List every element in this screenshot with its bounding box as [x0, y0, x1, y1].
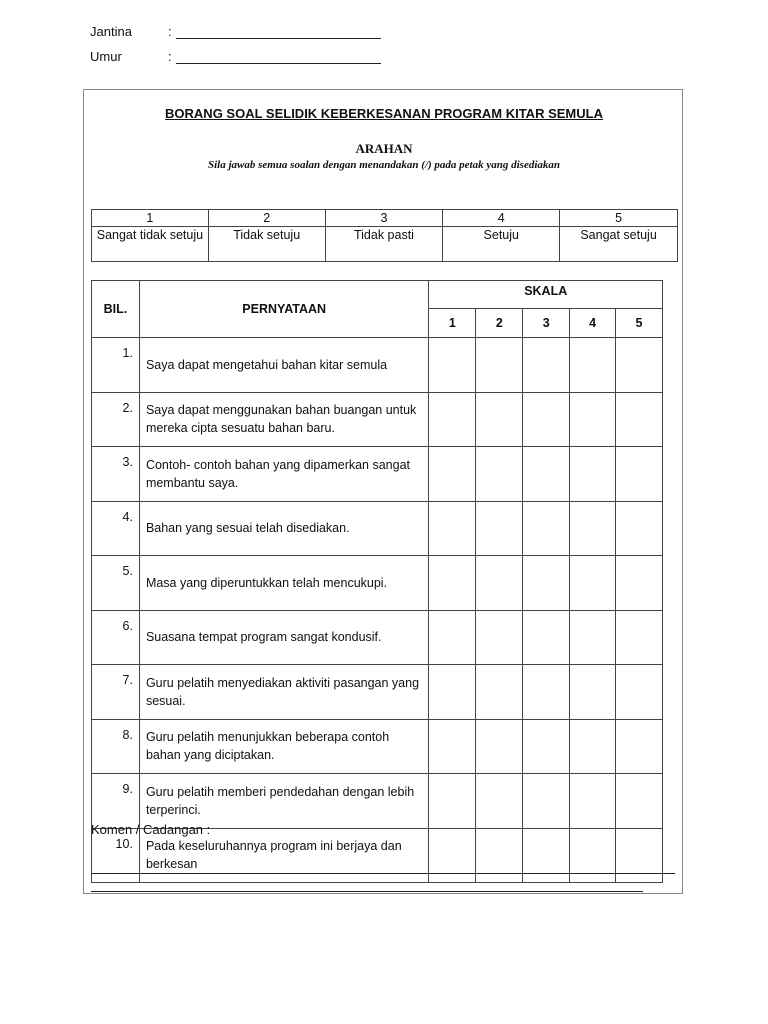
- umur-label: Umur: [90, 49, 122, 64]
- statement-header: PERNYATAAN: [139, 281, 429, 338]
- rating-checkbox-5[interactable]: [616, 556, 663, 611]
- rating-checkbox-5[interactable]: [616, 719, 663, 774]
- rating-checkbox-5[interactable]: [616, 501, 663, 556]
- umur-colon: :: [168, 49, 172, 64]
- scale-col-header: 1: [429, 309, 476, 338]
- rating-checkbox-1[interactable]: [429, 338, 476, 393]
- rating-checkbox-3[interactable]: [523, 556, 570, 611]
- rating-checkbox-1[interactable]: [429, 447, 476, 502]
- questionnaire-table: [91, 280, 663, 883]
- bil-header: BIL.: [92, 281, 140, 338]
- row-statement: Suasana tempat program sangat kondusif.: [139, 610, 429, 665]
- jantina-label: Jantina: [90, 24, 132, 39]
- scale-legend-desc: Sangat setuju: [560, 227, 678, 262]
- row-statement: Masa yang diperuntukkan telah mencukupi.: [139, 556, 429, 611]
- rating-checkbox-2[interactable]: [476, 392, 523, 447]
- scale-col-header: 4: [570, 309, 616, 338]
- table-row: [92, 610, 663, 665]
- scale-legend-num: 3: [325, 210, 443, 227]
- komen-label: Komen / Cadangan :: [91, 822, 211, 837]
- table-row: [92, 338, 663, 393]
- rating-checkbox-5[interactable]: [616, 338, 663, 393]
- row-statement: Guru pelatih menunjukkan beberapa contoh bahan yang diciptakan.: [139, 719, 429, 774]
- row-statement: Contoh- contoh bahan yang dipamerkan sangat membantu saya.: [139, 447, 429, 502]
- row-number: 3.: [92, 447, 140, 502]
- row-number: 7.: [92, 665, 140, 720]
- scale-legend-num: 1: [92, 210, 209, 227]
- table-row: [92, 665, 663, 720]
- table-row: [92, 774, 663, 829]
- rating-checkbox-1[interactable]: [429, 828, 476, 883]
- table-row: [92, 501, 663, 556]
- row-number: 1.: [92, 338, 140, 393]
- komen-line-1[interactable]: [91, 873, 675, 874]
- table-row: [92, 447, 663, 502]
- rating-checkbox-3[interactable]: [523, 338, 570, 393]
- rating-checkbox-2[interactable]: [476, 338, 523, 393]
- instruction-text: Sila jawab semua soalan dengan menandakan (/) pada petak yang disediakan: [207, 159, 561, 171]
- rating-checkbox-3[interactable]: [523, 719, 570, 774]
- komen-line-2[interactable]: [91, 891, 643, 892]
- scale-header: SKALA: [429, 281, 663, 309]
- row-statement: Bahan yang sesuai telah disediakan.: [139, 501, 429, 556]
- rating-checkbox-4[interactable]: [570, 665, 616, 720]
- rating-checkbox-4[interactable]: [570, 610, 616, 665]
- rating-checkbox-5[interactable]: [616, 828, 663, 883]
- row-number: 4.: [92, 501, 140, 556]
- rating-checkbox-5[interactable]: [616, 610, 663, 665]
- rating-checkbox-2[interactable]: [476, 610, 523, 665]
- rating-checkbox-1[interactable]: [429, 610, 476, 665]
- jantina-field: [90, 24, 381, 39]
- form-title: BORANG SOAL SELIDIK KEBERKESANAN PROGRAM KITAR SEMULA: [165, 106, 603, 121]
- rating-checkbox-1[interactable]: [429, 665, 476, 720]
- scale-col-header: 2: [476, 309, 523, 338]
- row-number: 2.: [92, 392, 140, 447]
- rating-checkbox-4[interactable]: [570, 447, 616, 502]
- rating-checkbox-2[interactable]: [476, 665, 523, 720]
- rating-checkbox-4[interactable]: [570, 501, 616, 556]
- rating-checkbox-3[interactable]: [523, 392, 570, 447]
- row-statement: Saya dapat mengetahui bahan kitar semula: [139, 338, 429, 393]
- scale-legend-table: [91, 209, 678, 262]
- jantina-input-line[interactable]: [176, 25, 381, 39]
- rating-checkbox-2[interactable]: [476, 719, 523, 774]
- scale-legend-desc: Setuju: [443, 227, 560, 262]
- arahan-heading: ARAHAN: [355, 141, 413, 156]
- table-row: [92, 392, 663, 447]
- rating-checkbox-1[interactable]: [429, 556, 476, 611]
- table-row: [92, 719, 663, 774]
- rating-checkbox-5[interactable]: [616, 665, 663, 720]
- rating-checkbox-1[interactable]: [429, 501, 476, 556]
- rating-checkbox-3[interactable]: [523, 501, 570, 556]
- row-statement: Saya dapat menggunakan bahan buangan untuk mereka cipta sesuatu bahan baru.: [139, 392, 429, 447]
- rating-checkbox-3[interactable]: [523, 774, 570, 829]
- rating-checkbox-4[interactable]: [570, 774, 616, 829]
- rating-checkbox-4[interactable]: [570, 392, 616, 447]
- rating-checkbox-1[interactable]: [429, 392, 476, 447]
- rating-checkbox-2[interactable]: [476, 828, 523, 883]
- scale-legend-desc: Sangat tidak setuju: [92, 227, 209, 262]
- jantina-colon: :: [168, 24, 172, 39]
- rating-checkbox-2[interactable]: [476, 447, 523, 502]
- scale-legend-desc: Tidak setuju: [208, 227, 325, 262]
- rating-checkbox-3[interactable]: [523, 665, 570, 720]
- row-statement: Pada keseluruhannya program ini berjaya dan berkesan: [139, 828, 429, 883]
- rating-checkbox-5[interactable]: [616, 392, 663, 447]
- row-number: 5.: [92, 556, 140, 611]
- rating-checkbox-5[interactable]: [616, 447, 663, 502]
- rating-checkbox-4[interactable]: [570, 828, 616, 883]
- rating-checkbox-1[interactable]: [429, 774, 476, 829]
- rating-checkbox-5[interactable]: [616, 774, 663, 829]
- scale-col-header: 5: [616, 309, 663, 338]
- scale-legend-num: 2: [208, 210, 325, 227]
- row-number: 10.: [92, 828, 140, 883]
- rating-checkbox-2[interactable]: [476, 501, 523, 556]
- rating-checkbox-2[interactable]: [476, 556, 523, 611]
- row-statement: Guru pelatih menyediakan aktiviti pasangan yang sesuai.: [139, 665, 429, 720]
- row-number: 9.: [92, 774, 140, 829]
- rating-checkbox-4[interactable]: [570, 556, 616, 611]
- umur-input-line[interactable]: [176, 50, 381, 64]
- rating-checkbox-3[interactable]: [523, 828, 570, 883]
- table-row: [92, 556, 663, 611]
- scale-col-header: 3: [523, 309, 570, 338]
- scale-legend-desc: Tidak pasti: [325, 227, 443, 262]
- row-number: 8.: [92, 719, 140, 774]
- scale-legend-num: 5: [560, 210, 678, 227]
- rating-checkbox-3[interactable]: [523, 447, 570, 502]
- rating-checkbox-3[interactable]: [523, 610, 570, 665]
- umur-field: [90, 49, 381, 64]
- row-statement: Guru pelatih memberi pendedahan dengan lebih terperinci.: [139, 774, 429, 829]
- rating-checkbox-1[interactable]: [429, 719, 476, 774]
- scale-legend-num: 4: [443, 210, 560, 227]
- rating-checkbox-4[interactable]: [570, 338, 616, 393]
- rating-checkbox-2[interactable]: [476, 774, 523, 829]
- row-number: 6.: [92, 610, 140, 665]
- rating-checkbox-4[interactable]: [570, 719, 616, 774]
